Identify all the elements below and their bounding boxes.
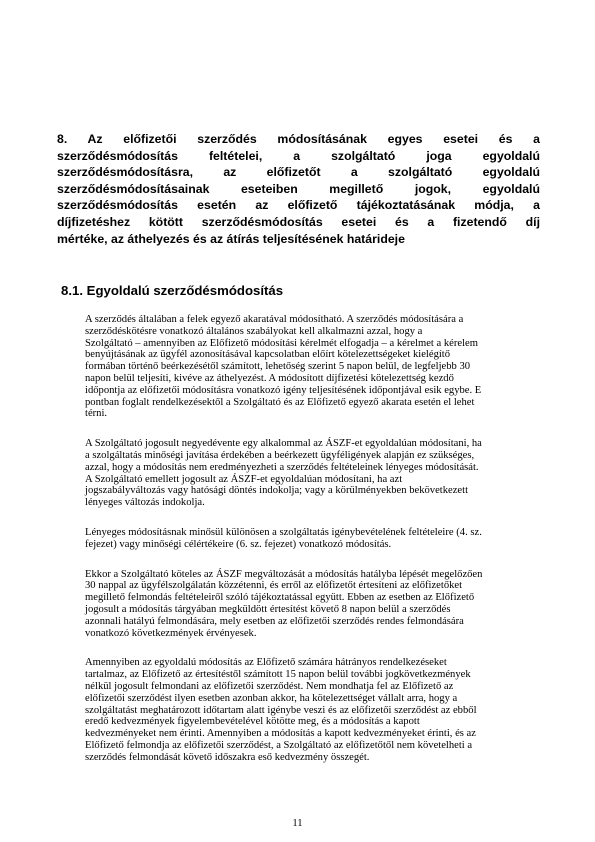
paragraph-line: Lényeges módosításnak minősül különösen a szolgáltatás igénybevételének feltételeire (4. sz. — [85, 526, 482, 538]
paragraph-line: azzal, hogy a módosítás nem eredményezheti a szerződés feltételeinek lényeges módosítását. — [85, 461, 479, 473]
paragraph-line: 30 nappal az ügyfélszolgálatán közzétenni, és erről az előfizetőt értesíteni az előfizetőket — [85, 580, 463, 592]
paragraph — [85, 314, 535, 420]
paragraph-line: tartalmaz, az Előfizető az értesítéstől számított 15 napon belül további jogkövetkezmények — [85, 669, 471, 681]
page-number: 11 — [292, 818, 303, 829]
paragraph — [85, 527, 535, 551]
paragraph-line: szerződés felmondását követő időszakra eső kedvezmény összegét. — [85, 751, 370, 763]
paragraph-line: lényeges változás indokolja. — [85, 497, 205, 509]
chapter-heading-line: szerződésmódosításra, az előfizetőt a szolgáltató egyoldalú — [57, 165, 540, 180]
chapter-heading-line: mértéke, az áthelyezés és az átírás teljesítésének határideje — [57, 231, 405, 246]
paragraph-line: formában történő beérkezésétől számított, lehetőség szerint 5 napon belül, de legfeljebb 30 — [85, 361, 471, 373]
paragraph-line: fejezet) vagy minőségi célértékeire (6. sz. fejezet) vonatkozó módosítás. — [85, 538, 392, 550]
chapter-heading-line: díjfizetéshez kötött szerződésmódosítás esetei és a fizetendő díj — [57, 214, 540, 229]
chapter-heading-line: 8. Az előfizetői szerződés módosításának egyes esetei és a — [57, 132, 540, 146]
chapter-heading-line: szerződésmódosításainak eseteiben megillető jogok, egyoldalú — [57, 181, 540, 196]
paragraph-line: A Szolgáltató emellett jogosult az ÁSZF-et egyoldalúan módosítani, ha azt — [85, 473, 403, 485]
paragraph — [85, 569, 535, 640]
paragraph-line: megillető felmondás feltételeiről szóló tájékoztatással együtt. Ebben az esetben az Előfizető — [85, 592, 475, 604]
paragraph-line: napon belül teljesíti, kivéve az áthelyezést. A módosított díjfizetési kötelezettség kezdő — [85, 372, 454, 384]
paragraph-line: jogosult a módosítás tárgyában megküldött értesítést követő 8 napon belül a szerződés — [85, 603, 451, 615]
body-text — [85, 314, 535, 782]
paragraph-line: A szerződés általában a felek egyező akaratával módosítható. A szerződés módosítására a — [85, 314, 464, 325]
paragraph — [85, 657, 535, 763]
paragraph-line: A Szolgáltató jogosult negyedévente egy alkalommal az ÁSZF-et egyoldalúan módosítani, ha — [85, 438, 482, 450]
paragraph-line: időpontja az előfizetői módosításra vonatkozó igény teljesítésének időpontjával esik egybe. E — [85, 384, 482, 396]
paragraph-line: Ekkor a Szolgáltató köteles az ÁSZF megváltozását a módosítás hatályba lépését megelőzően — [85, 568, 483, 580]
chapter-heading-line: szerződésmódosítás esetén az előfizető tájékoztatásának módja, a — [57, 198, 540, 213]
chapter-heading-line: szerződésmódosítás feltételei, a szolgáltató joga egyoldalú — [57, 148, 540, 163]
paragraph-line: a szolgáltatás minőségi javítása érdekében a beérkezett ügyféligények alapján ez szükséges, — [85, 449, 475, 461]
section-heading: 8.1. Egyoldalú szerződésmódosítás — [61, 283, 284, 298]
paragraph-line: benyújtásának az ügyfél azonosításával kapcsolatban előírt kötelezettségeket kielégítő — [85, 349, 451, 361]
paragraph-line: szolgáltatást meghatározott időtartam alatt igénybe veszi és az előfizetői szerződést az ebből — [85, 704, 477, 716]
paragraph-line: nélkül jogosult felmondani az előfizetői szerződést. Nem mondhatja fel az Előfizető az — [85, 680, 454, 692]
chapter-heading — [57, 131, 540, 247]
paragraph-line: eredő kedvezmények figyelembevételével kötötte meg, és a módosítás a kapott — [85, 716, 420, 728]
paragraph-line: pontban foglalt rendelkezésektől a Szolgáltató és az Előfizető egyező akarata esetén el lehet — [85, 396, 475, 408]
paragraph-line: térni. — [85, 408, 108, 420]
paragraph-line: előfizetői szerződést ilyen esetben azonban akkor, ha kötelezettséget vállalt arra, hogy a — [85, 692, 458, 704]
paragraph-line: jogszabályváltozás vagy hatósági döntés indokolja; vagy a körülményekben bekövetkezett — [85, 485, 469, 497]
paragraph-line: azonnali hatályú felmondására, mely esetben az előfizetői szerződés rendes felmondására — [85, 615, 464, 627]
paragraph-line: kedvezményeket nem érinti. Amennyiben a módosítás a kapott kedvezményeket érinti, és az — [85, 728, 476, 740]
paragraph-line: Előfizető felmondja az előfizetői szerződést, a Szolgáltató az előfizetőtől nem követelheti a — [85, 739, 473, 751]
paragraph-line: szerződéskötésre vonatkozó általános szabályokat kell alkalmazni azzal, hogy a — [85, 325, 423, 337]
paragraph-line: Amennyiben az egyoldalú módosítás az Előfizető számára hátrányos rendelkezéseket — [85, 657, 447, 669]
paragraph-line: Szolgáltató – amennyiben az Előfizető módosítási kérelmét elfogadja – a kérelmet a kérelem — [85, 337, 478, 349]
paragraph-line: vonatkozó következmények érvényesek. — [85, 627, 257, 639]
paragraph — [85, 438, 535, 509]
